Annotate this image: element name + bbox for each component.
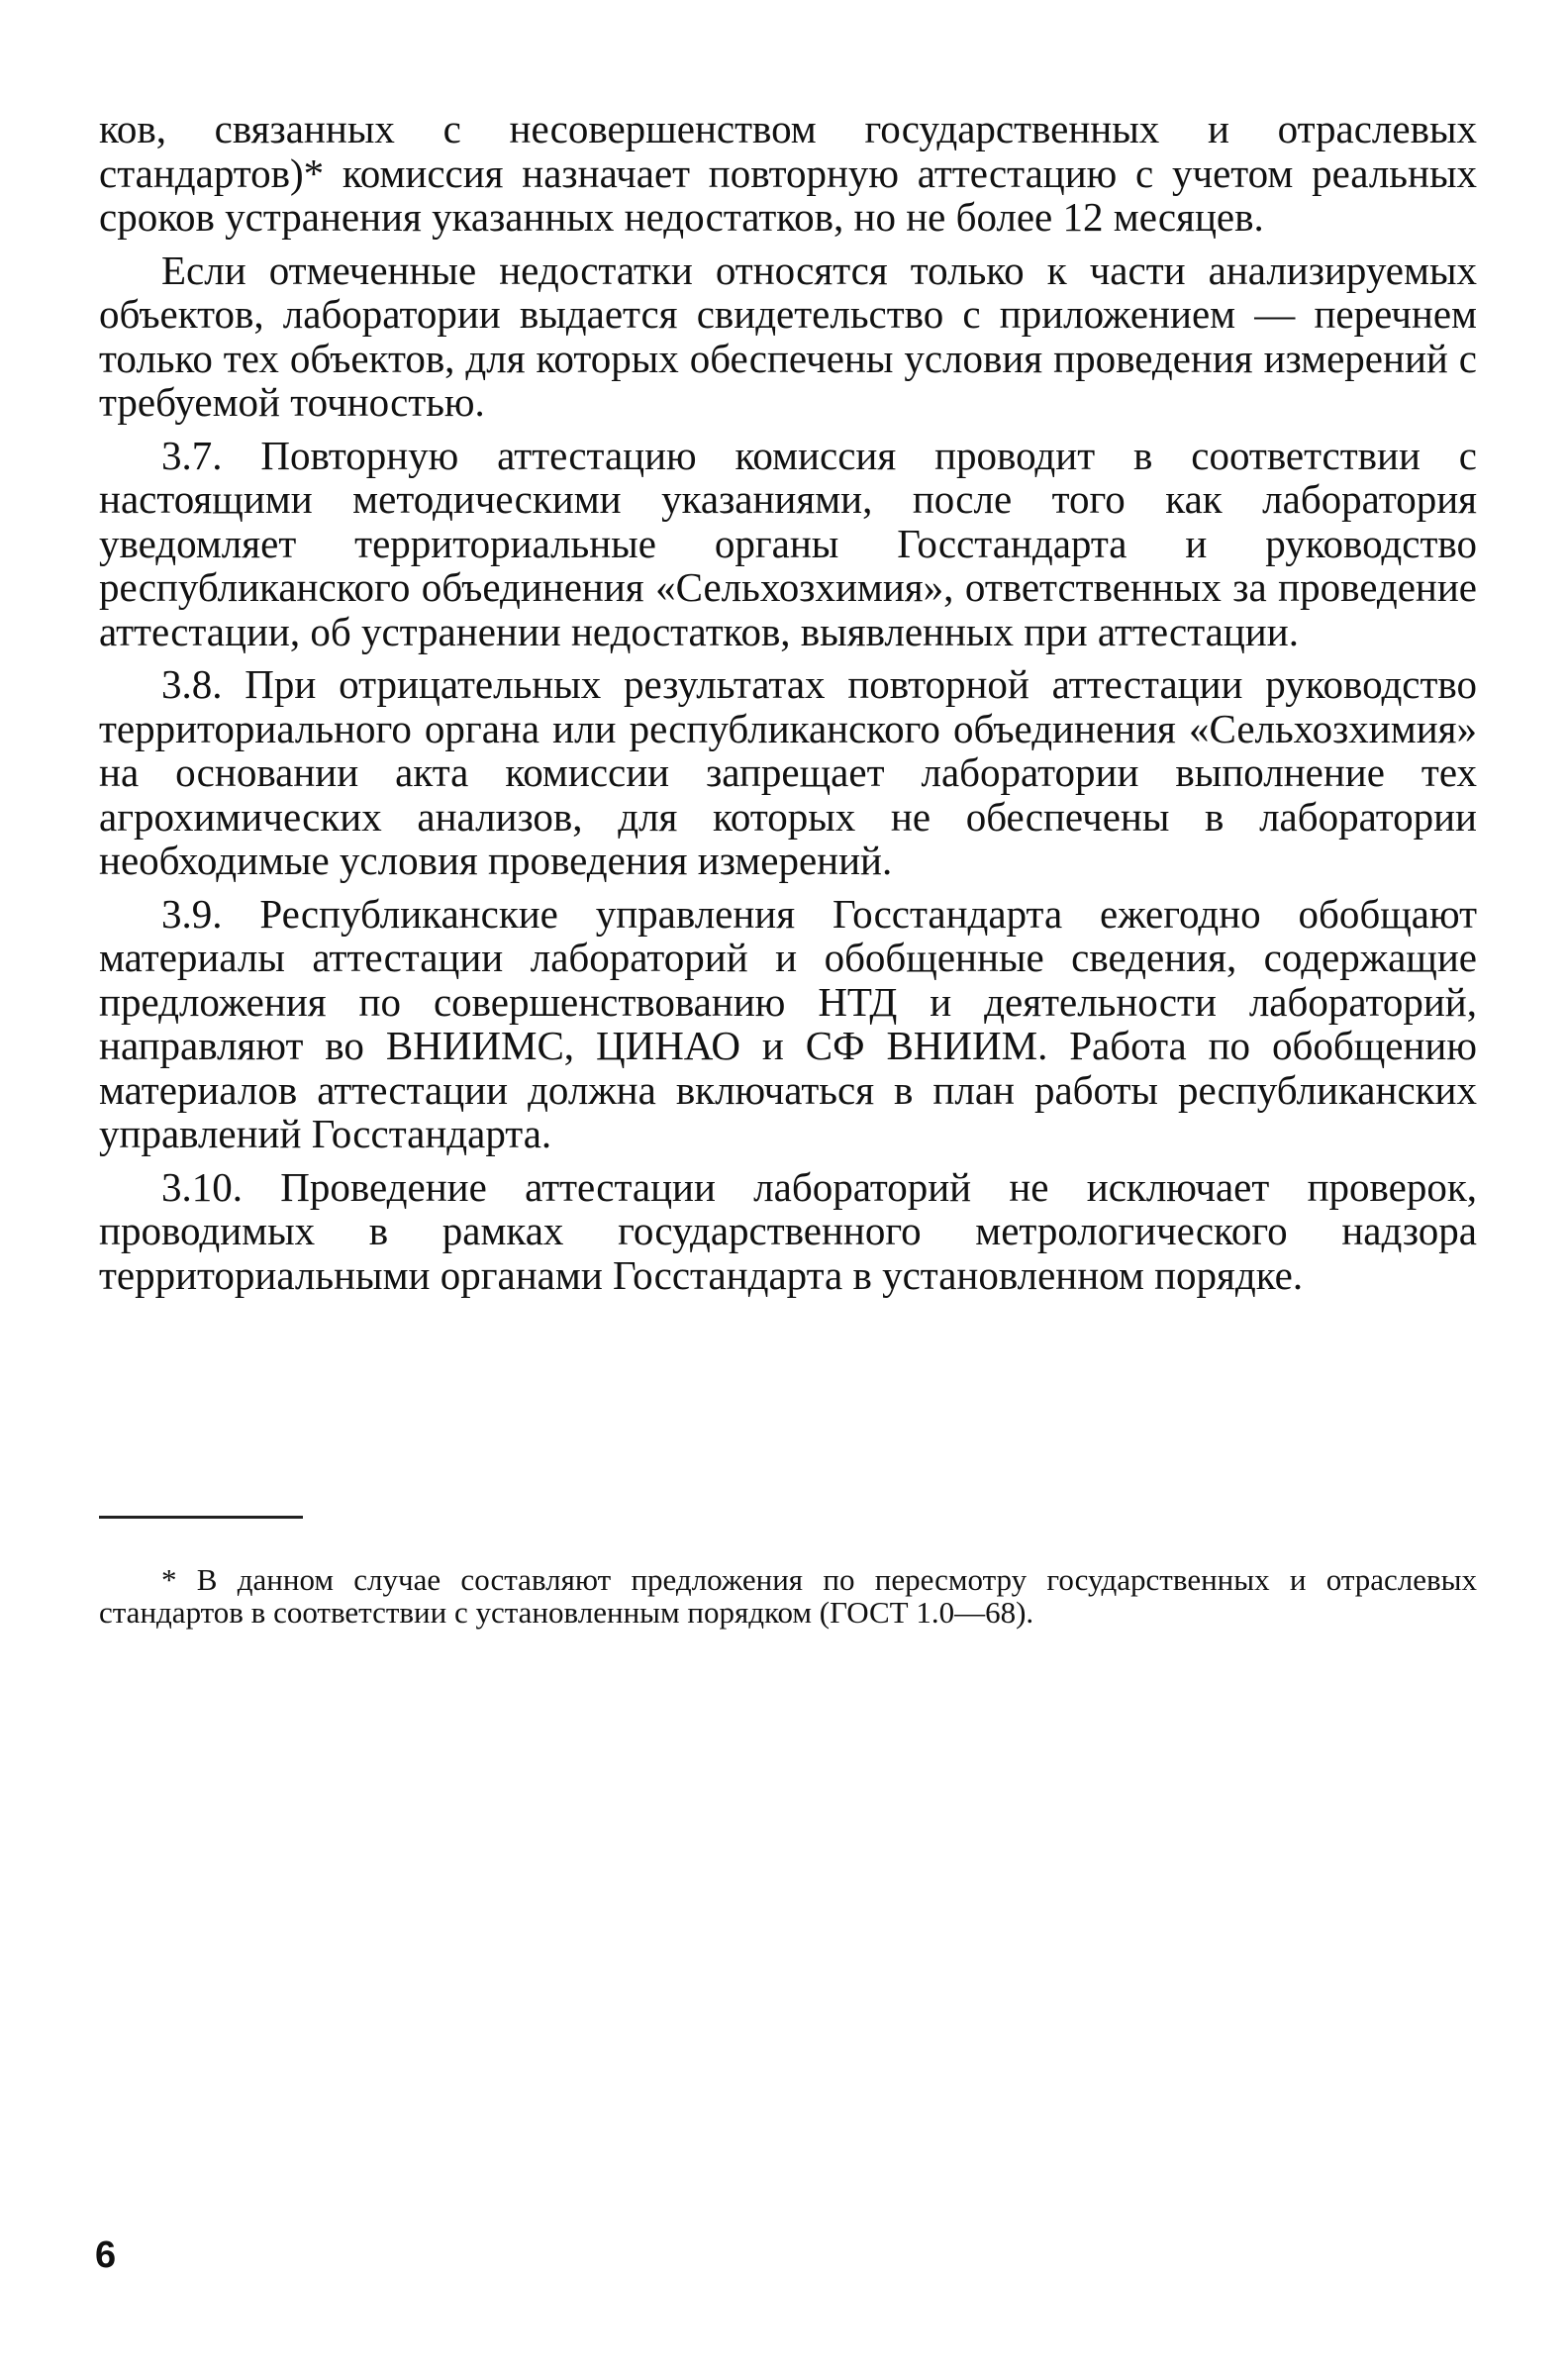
footnote: * В данном случае составляют предложения по пересмотру государственных и отраслевых стандартов в соответствии с установленным порядком (ГОСТ 1.0—68).: [99, 1562, 1477, 1630]
paragraph-partial-objects: Если отмеченные недостатки относятся только к части анализируемых объектов, лаборатории выдается свидетельство с приложением — перечнем только тех объектов, для которых обеспечены условия проведения измерений с требуемой точностью.: [99, 247, 1477, 425]
paragraph-3-9: 3.9. Республиканские управления Госстандарта ежегодно обобщают материалы аттестации лабораторий и обобщенные сведения, содержащие предложения по совершенствованию НТД и деятельности лабораторий, направляют во ВНИИМС, ЦИНАО и СФ ВНИИМ. Работа по обобщению материалов аттестации должна включаться в план работы республиканских управлений Госстандарта.: [99, 890, 1477, 1156]
page-number: 6: [95, 2234, 117, 2276]
paragraph-3-8: 3.8. При отрицательных результатах повторной аттестации руководство территориального органа или республиканского объединения «Сельхозхимия» на основании акта комиссии запрещает лаборатории выполнение тех агрохимических анализов, для которых не обеспечены в лаборатории необходимые условия проведения измерений.: [99, 661, 1477, 883]
paragraph-3-7: 3.7. Повторную аттестацию комиссия проводит в соответствии с настоящими методическими указаниями, после того как лаборатория уведомляет территориальные органы Госстандарта и руководство республиканского объединения «Сельхозхимия», ответственных за проведение аттестации, об устранении недостатков, выявленных при аттестации.: [99, 432, 1477, 654]
document-body: [99, 107, 1477, 1306]
footnote-divider: [99, 1516, 303, 1519]
paragraph-continuation: ков, связанных с несовершенством государственных и отраслевых стандартов)* комиссия назначает повторную аттестацию с учетом реальных сроков устранения указанных недостатков, но не более 12 месяцев.: [99, 106, 1477, 240]
paragraph-3-10: 3.10. Проведение аттестации лабораторий не исключает проверок, проводимых в рамках государственного метрологического надзора территориальными органами Госстандарта в установленном порядке.: [99, 1163, 1477, 1298]
